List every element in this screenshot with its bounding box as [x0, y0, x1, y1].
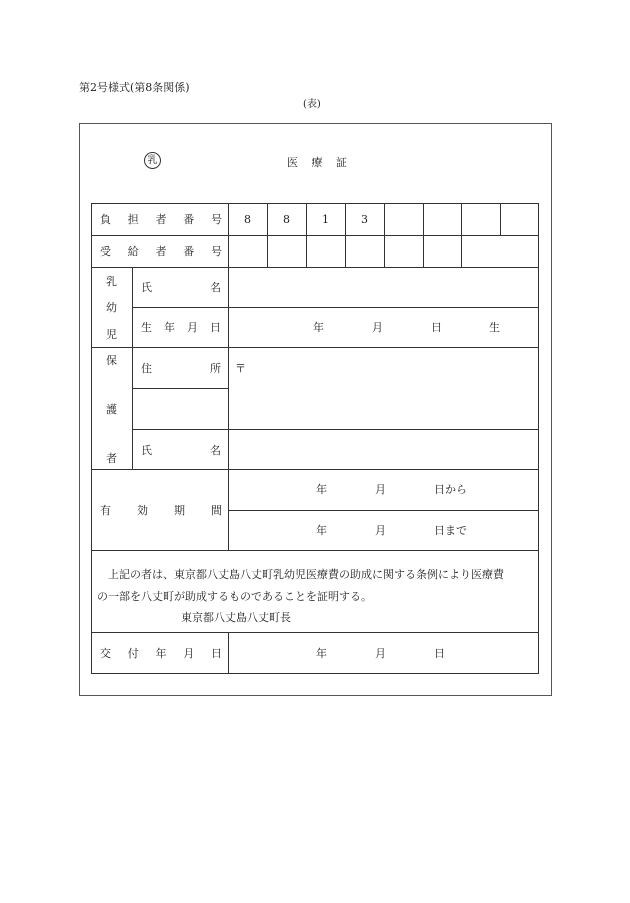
- label-char: 氏: [141, 444, 152, 457]
- birth-suffix: 生: [489, 321, 500, 334]
- birth-month-unit: 月: [372, 321, 383, 334]
- label-char: 日: [211, 647, 222, 660]
- burden-digit-4: 3: [361, 213, 368, 226]
- label-char: 住: [141, 362, 152, 375]
- label-char: 号: [211, 245, 222, 258]
- burden-digit-2: 8: [283, 213, 290, 226]
- label-char: 番: [183, 245, 195, 258]
- certification-line-2: の一部を八丈町が助成するものであることを証明する。: [97, 590, 372, 603]
- certificate-title: [287, 157, 347, 168]
- label-char: 効: [137, 504, 148, 517]
- label-char: 交: [100, 647, 111, 660]
- label-char: 名: [210, 444, 221, 457]
- label-char: 月: [187, 321, 198, 334]
- child-name-label: [141, 282, 221, 293]
- label-char: 月: [183, 647, 195, 660]
- label-char: 年: [155, 647, 167, 660]
- label-char: 者: [155, 213, 167, 226]
- validity-from-day: 日から: [434, 483, 467, 496]
- validity-from-year: 年: [316, 483, 327, 496]
- label-char: 生: [141, 321, 152, 334]
- guardian-label-char: 保: [106, 354, 117, 367]
- issue-day-unit: 日: [434, 647, 445, 660]
- child-label-char: 児: [106, 328, 117, 341]
- issue-date-label: [100, 648, 222, 659]
- issue-month-unit: 月: [375, 647, 386, 660]
- certificate-frame: [79, 123, 552, 696]
- burden-digit-3: 1: [322, 213, 329, 226]
- address-label: [141, 363, 221, 374]
- certification-line-1: 上記の者は、東京都八丈島八丈町乳幼児医療費の助成に関する条例により医療費: [108, 568, 504, 581]
- label-char: 受: [100, 245, 111, 258]
- title-char: 医: [287, 156, 298, 169]
- label-char: 号: [211, 213, 222, 226]
- emblem-circle: [144, 152, 161, 169]
- validity-label: [100, 505, 222, 516]
- label-char: 氏: [141, 281, 152, 294]
- label-char: 番: [183, 213, 195, 226]
- form-number: 第2号様式(第8条関係): [79, 81, 190, 94]
- burden-number-label: [100, 214, 222, 225]
- child-label-char: 乳: [106, 275, 117, 288]
- label-char: 日: [210, 321, 221, 334]
- validity-to-day: 日まで: [434, 524, 467, 537]
- label-char: 付: [127, 647, 139, 660]
- form-side-label: (表): [303, 99, 321, 110]
- child-label-char: 幼: [106, 301, 117, 314]
- label-char: 給: [127, 245, 139, 258]
- issue-year-unit: 年: [316, 647, 327, 660]
- guardian-name-label: [141, 445, 221, 456]
- birth-year-unit: 年: [313, 321, 324, 334]
- validity-to-year: 年: [316, 524, 327, 537]
- label-char: 期: [174, 504, 185, 517]
- emblem-text: 乳: [147, 155, 158, 166]
- postal-mark: 〒: [235, 362, 246, 375]
- title-char: 証: [336, 156, 347, 169]
- validity-to-month: 月: [375, 524, 386, 537]
- label-char: 年: [164, 321, 175, 334]
- recipient-number-label: [100, 246, 222, 257]
- guardian-label-char: 者: [106, 452, 117, 465]
- issuer-name: 東京都八丈島八丈町長: [181, 611, 291, 624]
- label-char: 担: [127, 213, 139, 226]
- burden-digit-1: 8: [244, 213, 251, 226]
- label-char: 間: [211, 504, 222, 517]
- label-char: 負: [100, 213, 111, 226]
- birth-day-unit: 日: [431, 321, 442, 334]
- title-char: 療: [311, 156, 323, 169]
- guardian-label-char: 護: [106, 403, 117, 416]
- label-char: 所: [210, 362, 221, 375]
- label-char: 者: [155, 245, 167, 258]
- label-char: 名: [210, 281, 221, 294]
- validity-from-month: 月: [375, 483, 386, 496]
- child-birth-label: [141, 322, 221, 333]
- label-char: 有: [100, 504, 111, 517]
